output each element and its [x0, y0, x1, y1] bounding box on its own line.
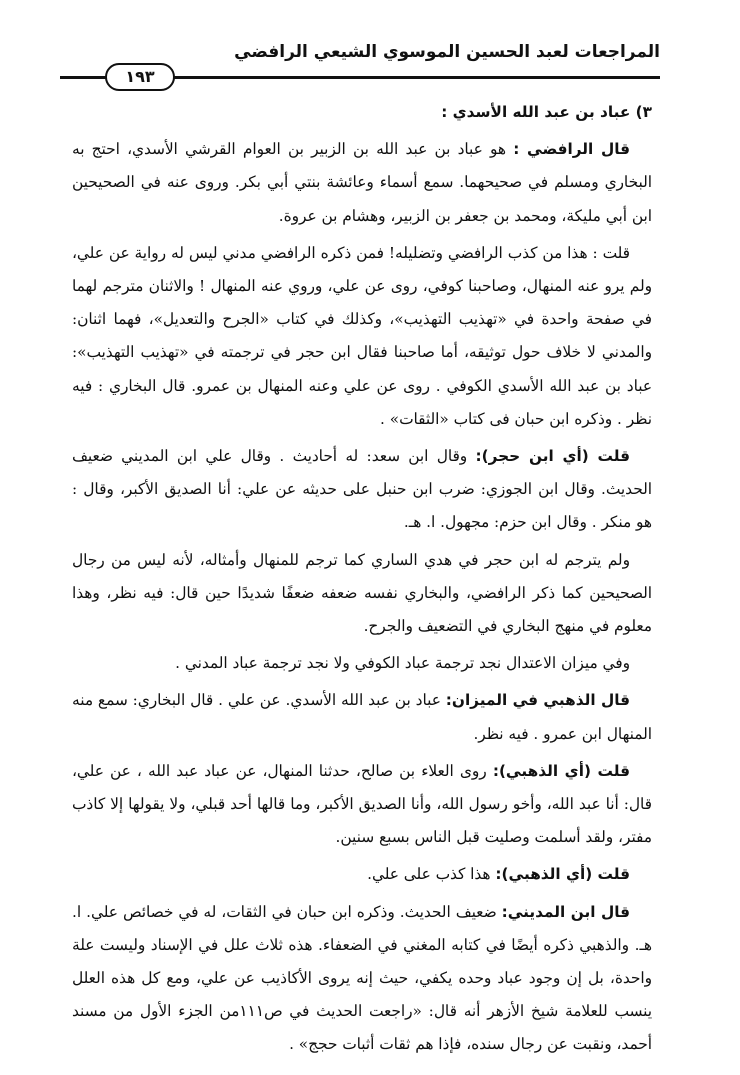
paragraph — [72, 647, 652, 680]
speaker-label: قلت (أي الذهبي): — [495, 865, 630, 884]
paragraph — [72, 133, 652, 233]
speaker-label: قال ابن المديني: — [501, 902, 630, 921]
paragraph — [72, 896, 652, 1062]
paragraph-text: ولم يترجم له ابن حجر في هدي الساري كما ترجم للمنهال وأمثاله، لأنه ليس من رجال الصحيحين كما ذكر الرافضي، والبخاري نفسه ضعفه ضعفًا شديدًا حين قال: فيه نظر، وهذا معلوم في منهج البخاري في التضعيف والجرح. — [72, 550, 652, 636]
speaker-label: قلت (أي الذهبي): — [492, 761, 630, 780]
paragraph-text: هذا كذب على علي. — [367, 865, 496, 884]
paragraph-text: هو عباد بن عبد الله بن الزبير بن العوام القرشي الأسدي، احتج به البخاري ومسلم في صحيحهما. سمع أسماء وعائشة بنتي أبي بكر. وروى عنه في الصحيحين ابن أبي مليكة، ومحمد بن جعفر بن الزبير، وهشام بن عروة. — [72, 140, 652, 225]
paragraph-text: روى العلاء بن صالح، حدثنا المنهال، عن عباد عبد الله ، عن علي، قال: أنا عبد الله، وأخو رسول الله، وأنا الصديق الأكبر، وما قالها أحد قبلي، ولا يقولها إلا كاذب مفتر، ولقد أسلمت وصليت قبل الناس بسبع سنين. — [72, 761, 652, 847]
paragraph-text: وفي ميزان الاعتدال نجد ترجمة عباد الكوفي ولا نجد ترجمة عباد المدني . — [175, 654, 630, 673]
speaker-label: قال الذهبي في الميزان: — [445, 691, 630, 710]
paragraph-text: وقال ابن سعد: له أحاديث . وقال علي ابن المديني ضعيف الحديث. وقال ابن الجوزي: ضرب ابن حنبل على حديثه عن علي: أنا الصديق الأكبر، وقال : هو منكر . وقال ابن حزم: مجهول. ا. هـ. — [72, 447, 652, 532]
body-text — [72, 96, 652, 1066]
paragraph-text: ضعيف الحديث. وذكره ابن حبان في الثقات، له في خصائص علي. ا. هـ. والذهبي ذكره أيضًا في كتابه المغني في الضعفاء. هذه ثلاث علل في الإسناد وليست علة واحدة، بل إن وجود عباد وحده يكفي، حيث إنه يروى الأكاذيب عن علي، ومع كل هذه العلل ينسب للعلامة شيخ الأزهر أنه قال: «راجعت الحديث في ص١١١من الجزء الأول من مسند أحمد، ونقبت عن رجال سنده، فإذا هم ثقات أثبات حجج» . — [72, 902, 652, 1054]
paragraph-text: ٣) عباد بن عبد الله الأسدي : — [441, 103, 652, 121]
paragraph — [72, 684, 652, 750]
paragraph — [72, 755, 652, 855]
paragraph-text: عباد بن عبد الله الأسدي. عن علي . قال البخاري: سمع منه المنهال ابن عمرو . فيه نظر. — [72, 691, 652, 743]
speaker-label: قال الرافضي : — [513, 140, 630, 159]
speaker-label: قلت (أي ابن حجر): — [475, 447, 630, 466]
paragraph — [72, 440, 652, 540]
paragraph — [72, 237, 652, 436]
paragraph — [72, 858, 652, 891]
page-number-badge: ١٩٣ — [105, 63, 175, 91]
paragraph-text: قلت : هذا من كذب الرافضي وتضليله! فمن ذكره الرافضي مدني ليس له رواية عن علي، ولم يرو عنه المنهال، وصاحبنا كوفي، روى عن علي، وروي عنه المنهال ! والاثنان مترجم لهما في صفحة واحدة في «تهذيب التهذيب»، وكذلك في كتاب «الجرح والتعديل»، فهما اثنان: والمدني لا خلاف حول توثيقه، أما صاحبنا فقال ابن حجر في ترجمته في «تهذيب التهذيب»: عباد بن عبد الله الأسدي الكوفي . روى عن علي وعنه المنهال بن عمرو. قال البخاري : فيه نظر . وذكره ابن حبان فى كتاب «الثقات» . — [72, 243, 652, 428]
section-heading — [72, 96, 652, 129]
paragraph — [72, 544, 652, 644]
running-title: المراجعات لعبد الحسين الموسوي الشيعي الرافضي — [234, 42, 660, 62]
